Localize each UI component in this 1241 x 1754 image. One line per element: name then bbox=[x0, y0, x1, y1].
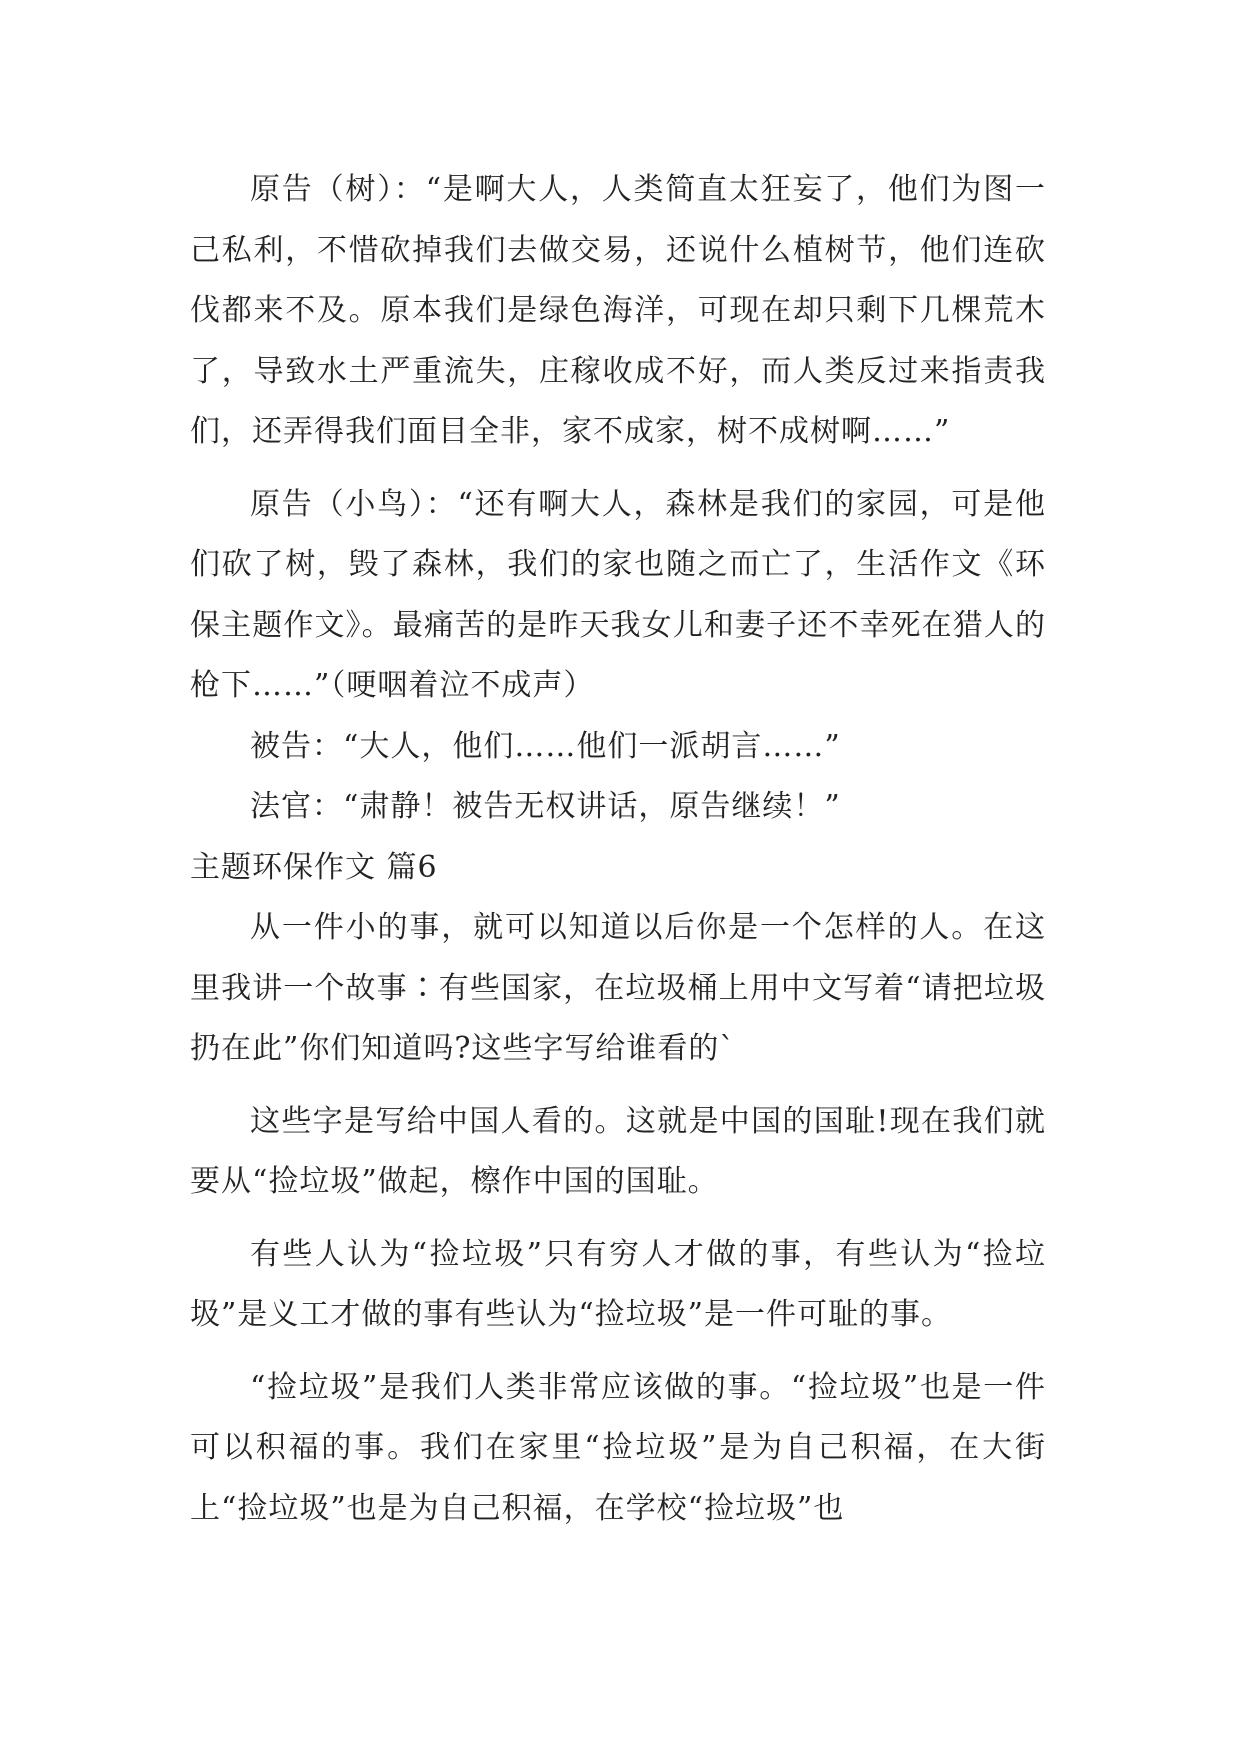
paragraph-tree-plaintiff: 原告（树）：“是啊大人，人类简直太狂妄了，他们为图一己私利，不惜砍掉我们去做交易，还说什么植树节，他们连砍伐都来不及。原本我们是绿色海洋，可现在却只剩下几棵荒木了，导致水土严重流失，庄稼收成不好，而人类反过来指责我们，还弄得我们面目全非，家不成家，树不成树啊……” bbox=[190, 172, 1046, 449]
paragraph-defendant: 被告：“大人，他们……他们一派胡言……” bbox=[250, 728, 841, 764]
document-body bbox=[190, 160, 1046, 1539]
paragraph-blessing: “捡垃圾”是我们人类非常应该做的事。“捡垃圾”也是一件可以积福的事。我们在家里“捡垃圾”是为自己积福，在大街上“捡垃圾”也是为自己积福，在学校“捡垃圾”也 bbox=[190, 1369, 1046, 1526]
paragraph-story: 从一件小的事，就可以知道以后你是一个怎样的人。在这里我讲一个故事∶有些国家，在垃圾桶上用中文写着“请把垃圾扔在此”你们知道吗?这些字写给谁看的` bbox=[190, 910, 1046, 1066]
paragraph-judge: 法官：“肃静！被告无权讲话，原告继续！” bbox=[250, 789, 841, 824]
paragraph-opinions: 有些人认为“捡垃圾”只有穷人才做的事，有些认为“捡垃圾”是义工才做的事有些认为“捡垃圾”是一件可耻的事。 bbox=[190, 1236, 1046, 1332]
section-heading: 主题环保作文 篇6 bbox=[190, 849, 438, 885]
paragraph-national-shame: 这些字是写给中国人看的。这就是中国的国耻!现在我们就要从“捡垃圾”做起，檫作中国的国耻。 bbox=[190, 1103, 1046, 1199]
paragraph-bird-plaintiff: 原告（小鸟）：“还有啊大人，森林是我们的家园，可是他们砍了树，毁了森林，我们的家也随之而亡了，生活作文《环保主题作文》。最痛苦的是昨天我女儿和妻子还不幸死在猎人的枪下……”（哽咽着泣不成声） bbox=[190, 486, 1046, 703]
